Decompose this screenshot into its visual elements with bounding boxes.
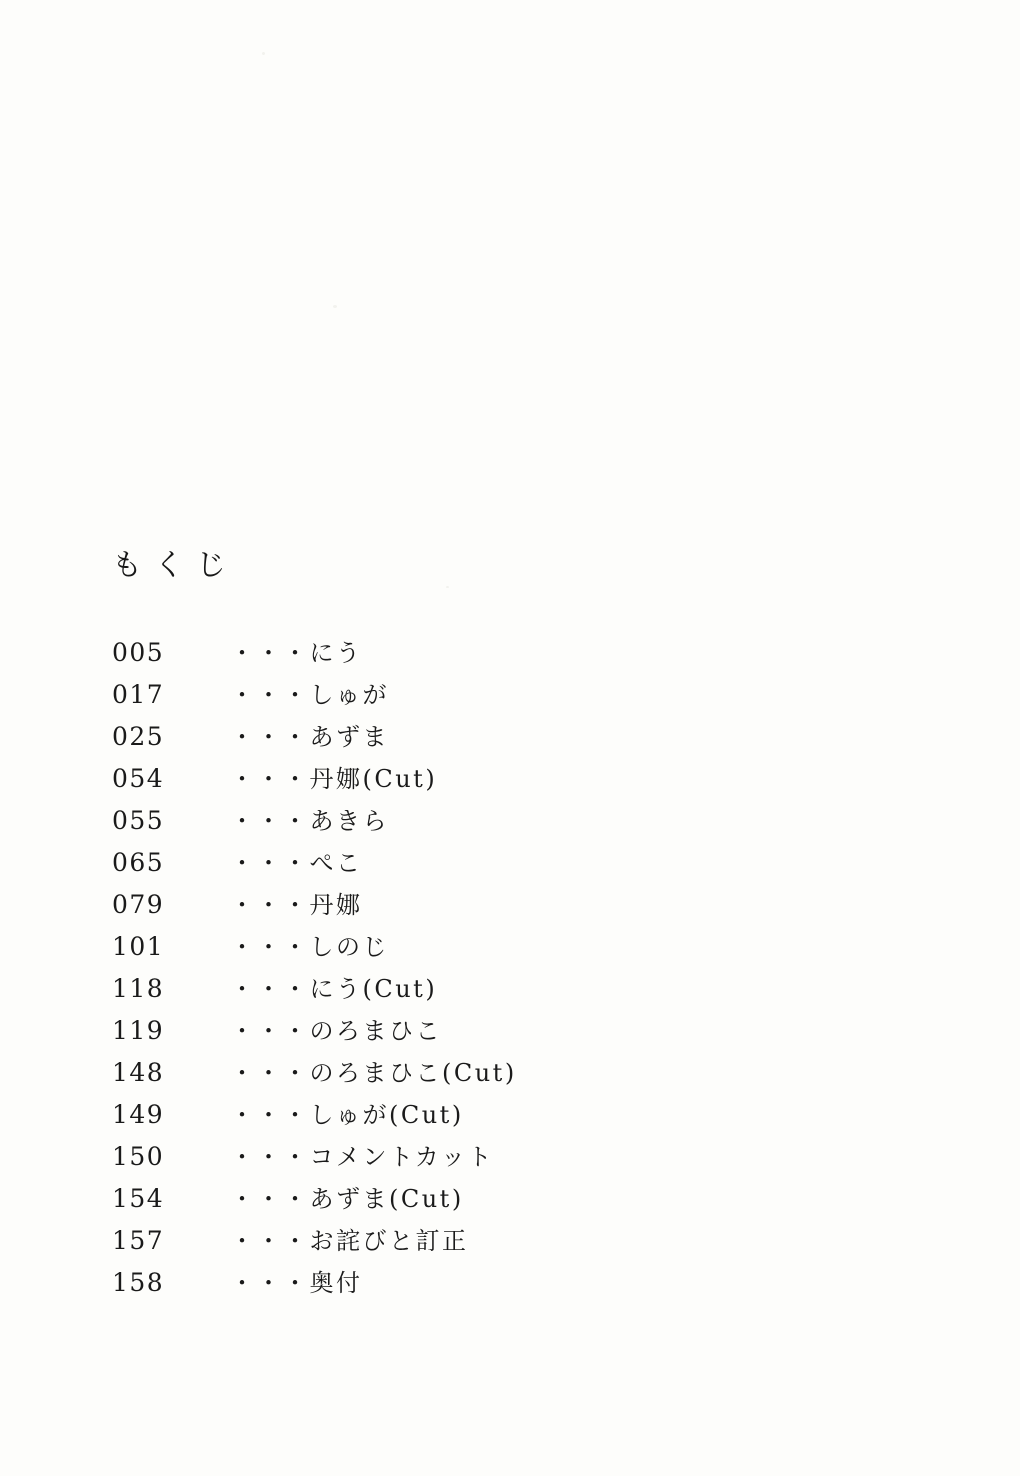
- toc-entry-label: ・・・しのじ: [230, 933, 389, 961]
- toc-entry-label: ・・・のろまひこ: [230, 1017, 442, 1045]
- toc-entry[interactable]: [112, 674, 812, 716]
- toc-entry-label: ・・・お詫びと訂正: [230, 1227, 469, 1255]
- toc-entry[interactable]: [112, 968, 812, 1010]
- toc-entry-label: ・・・奥付: [230, 1269, 363, 1297]
- toc-entry-label: ・・・丹娜: [230, 891, 363, 919]
- toc-entry-label: ・・・あずま: [230, 723, 389, 751]
- toc-entry[interactable]: [112, 1136, 812, 1178]
- toc-entry-label: ・・・あずま(Cut): [230, 1185, 464, 1213]
- toc-entry[interactable]: [112, 926, 812, 968]
- toc-entry-page: 150: [112, 1142, 165, 1171]
- page-title: もくじ: [112, 548, 238, 583]
- toc-entry-page: 054: [112, 764, 165, 793]
- paper-speck: [446, 586, 449, 588]
- toc-entry[interactable]: [112, 1094, 812, 1136]
- toc-entry[interactable]: [112, 842, 812, 884]
- toc-entry-page: 157: [112, 1226, 165, 1255]
- toc-entry-page: 025: [112, 722, 165, 751]
- toc-entry-label: ・・・にう(Cut): [230, 975, 438, 1003]
- toc-entry-label: ・・・ぺこ: [230, 849, 363, 877]
- toc-entry-page: 101: [112, 932, 165, 961]
- toc-entry[interactable]: [112, 1010, 812, 1052]
- toc-entry[interactable]: [112, 800, 812, 842]
- paper-speck: [333, 305, 337, 308]
- table-of-contents: [112, 632, 812, 1304]
- toc-entry-page: 149: [112, 1100, 165, 1129]
- toc-entry-page: 005: [112, 638, 165, 667]
- toc-entry-label: ・・・にう: [230, 639, 363, 667]
- toc-entry-page: 119: [112, 1016, 165, 1045]
- paper-speck: [262, 52, 265, 55]
- toc-entry[interactable]: [112, 758, 812, 800]
- toc-entry-page: 065: [112, 848, 165, 877]
- toc-entry-label: ・・・しゅが: [230, 681, 389, 709]
- toc-entry-label: ・・・のろまひこ(Cut): [230, 1059, 517, 1087]
- toc-entry-label: ・・・コメントカット: [230, 1143, 495, 1171]
- toc-entry[interactable]: [112, 1178, 812, 1220]
- toc-entry-page: 055: [112, 806, 165, 835]
- toc-entry[interactable]: [112, 884, 812, 926]
- toc-entry-page: 079: [112, 890, 165, 919]
- toc-entry[interactable]: [112, 1262, 812, 1304]
- toc-entry-label: ・・・しゅが(Cut): [230, 1101, 464, 1129]
- toc-entry-page: 017: [112, 680, 165, 709]
- toc-entry-label: ・・・丹娜(Cut): [230, 765, 438, 793]
- toc-entry[interactable]: [112, 716, 812, 758]
- toc-entry[interactable]: [112, 1052, 812, 1094]
- toc-entry[interactable]: [112, 632, 812, 674]
- toc-entry-page: 154: [112, 1184, 165, 1213]
- toc-entry-label: ・・・あきら: [230, 807, 389, 835]
- toc-entry-page: 158: [112, 1268, 165, 1297]
- toc-entry-page: 118: [112, 974, 165, 1003]
- toc-entry[interactable]: [112, 1220, 812, 1262]
- toc-entry-page: 148: [112, 1058, 165, 1087]
